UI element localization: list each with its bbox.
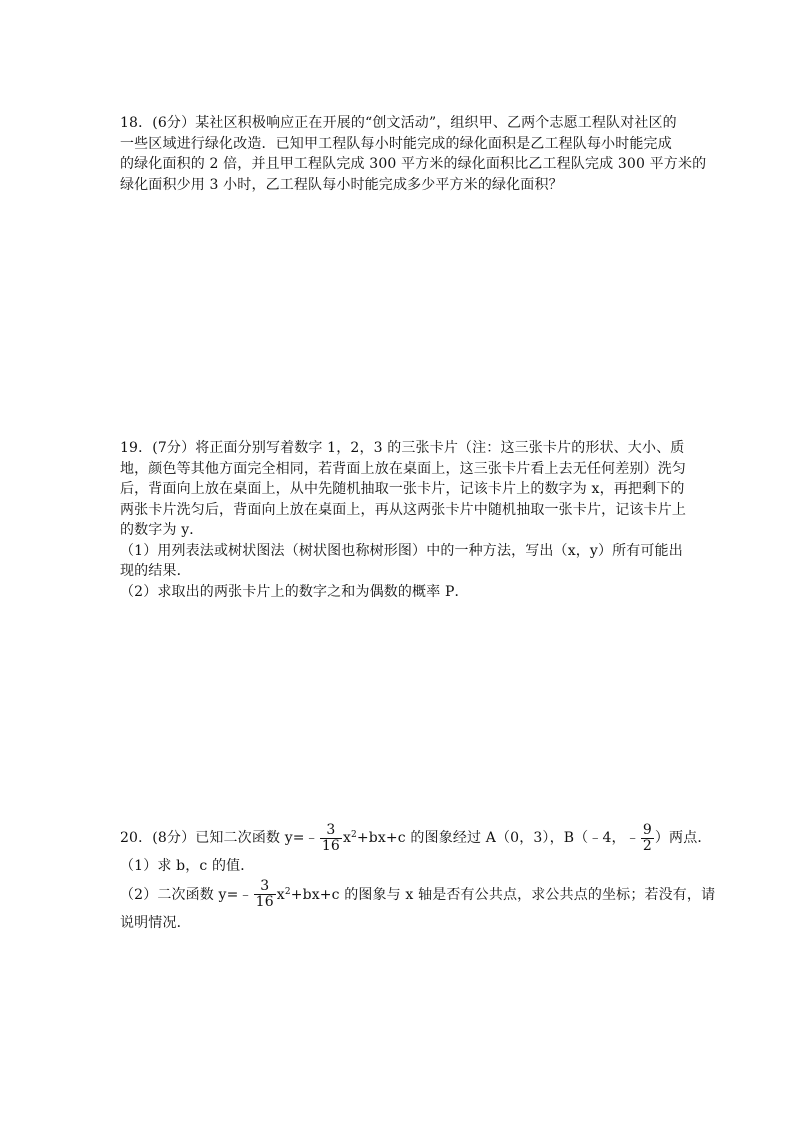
problem-19-line: 19．(7分）将正面分别写着数字 1，2，3 的三张卡片（注：这三张卡片的形状、大小、质 bbox=[120, 440, 685, 456]
problem-19-line: （2）求取出的两张卡片上的数字之和为偶数的概率 P． bbox=[120, 583, 469, 600]
problem-20-text: +bx+c 的图象经过 A（0，3），B（﹣4，﹣ bbox=[356, 830, 640, 846]
problem-19-line: 两张卡片洗匀后，背面向上放在桌面上，再从这两张卡片中随机抽取一张卡片，记该卡片上 bbox=[120, 501, 686, 518]
problem-18-line: 一些区域进行绿化改造．已知甲工程队每小时能完成的绿化面积是乙工程队每小时能完成 bbox=[120, 135, 672, 152]
problem-19-line: 后，背面向上放在桌面上，从中先随机抽取一张卡片，记该卡片上的数字为 x，再把剩下的 bbox=[120, 481, 685, 497]
problem-20-text: +bx+c 的图象与 x 轴是否有公共点，求公共点的坐标；若没有，请 bbox=[290, 886, 716, 903]
problem-20-part-2 bbox=[120, 877, 716, 913]
problem-20-text: （2）二次函数 y=﹣ bbox=[120, 886, 253, 903]
problem-19-line: 地，颜色等其他方面完全相同，若背面上放在桌面上，这三张卡片看上去无任何差别）洗匀 bbox=[120, 460, 686, 477]
problem-20-text: 20．(8分）已知二次函数 y=﹣ bbox=[120, 830, 319, 846]
fraction-9-2 bbox=[641, 823, 654, 854]
variable-x: x bbox=[276, 886, 285, 903]
fraction-denominator: 16 bbox=[255, 894, 274, 910]
fraction-3-16 bbox=[320, 823, 342, 854]
fraction-3-16 bbox=[254, 879, 276, 910]
problem-20-part-2-continued: 说明情况． bbox=[120, 914, 191, 931]
problem-18 bbox=[120, 113, 707, 195]
problem-20-text: ）两点． bbox=[654, 830, 712, 846]
problem-18-line: 的绿化面积的 2 倍，并且甲工程队完成 300 平方米的绿化面积比乙工程队完成 300 平方米的 bbox=[120, 156, 707, 172]
fraction-numerator: 3 bbox=[254, 879, 276, 895]
exponent: 2 bbox=[284, 886, 291, 897]
problem-19-line: （1）用列表法或树状图法（树状图也称树形图）中的一种方法，写出（x，y）所有可能出 bbox=[120, 542, 683, 559]
problem-20 bbox=[120, 820, 716, 933]
problem-20-part-1: （1）求 b，c 的值． bbox=[120, 858, 255, 874]
exponent: 2 bbox=[351, 830, 357, 840]
problem-19-line: 的数字为 y． bbox=[120, 522, 204, 538]
problem-20-statement bbox=[120, 820, 712, 856]
fraction-numerator: 9 bbox=[642, 821, 652, 838]
problem-19 bbox=[120, 438, 686, 602]
problem-18-line: 绿化面积少用 3 小时，乙工程队每小时能完成多少平方米的绿化面积？ bbox=[120, 176, 563, 193]
variable-x: x bbox=[342, 830, 351, 846]
fraction-denominator: 2 bbox=[642, 837, 652, 854]
fraction-denominator: 16 bbox=[321, 837, 340, 854]
problem-18-line: 18．(6分）某社区积极响应正在开展的“创文活动”，组织甲、乙两个志愿工程队对社区的 bbox=[120, 115, 677, 131]
fraction-numerator: 3 bbox=[320, 823, 342, 839]
problem-19-line: 现的结果． bbox=[120, 563, 191, 579]
